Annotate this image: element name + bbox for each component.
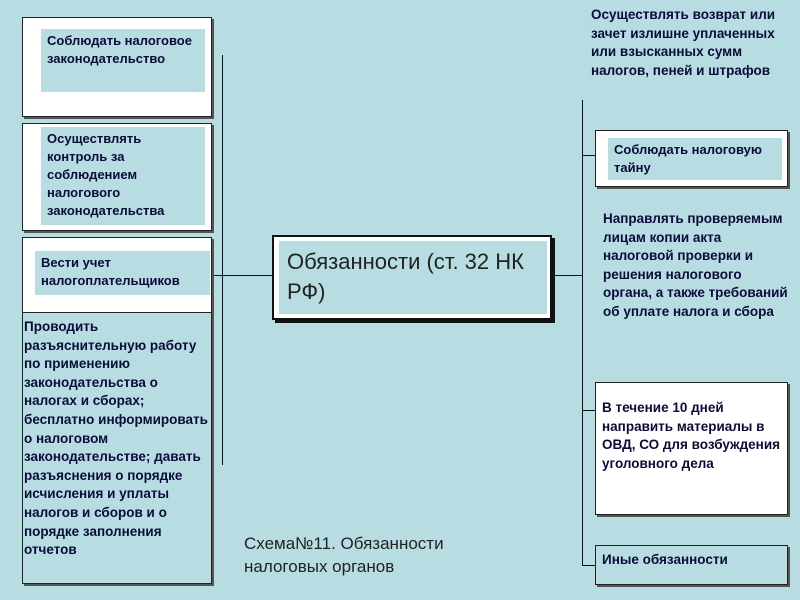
left-connector-line	[212, 275, 272, 276]
diagram-caption: Схема№11. Обязанности налоговых органов	[244, 534, 444, 576]
right-box-4	[595, 382, 788, 515]
right-item-3: Направлять проверяемым лицам копии акта налоговой проверки и решения налогового органа, а также требований об уплате налога и сбора	[603, 211, 788, 319]
right-item-5: Иные обязанности	[602, 552, 728, 567]
left-box-1	[22, 17, 212, 117]
right-item-1: Осуществлять возврат или зачет излишне уплаченных или взысканных сумм налогов, пеней и штрафов	[591, 7, 776, 78]
center-box	[272, 235, 552, 320]
right-box-2	[595, 130, 788, 187]
right-tick-3	[582, 565, 596, 566]
center-title: Обязанности (ст. 32 НК РФ)	[279, 241, 547, 314]
left-box-2	[22, 123, 212, 231]
left-bus-line	[222, 55, 223, 465]
right-box-5	[595, 545, 788, 585]
left-item-2: Осуществлять контроль за соблюдением налогового законодательства	[41, 127, 205, 225]
left-item-1: Соблюдать налоговое законодательство	[41, 29, 205, 92]
right-connector-line	[552, 275, 582, 276]
right-tick-1	[582, 155, 596, 156]
left-box-3	[22, 237, 212, 315]
right-bus-line	[582, 100, 583, 565]
left-item-4: Проводить разъяснительную работу по применению законодательства о налогах и сборах; бесплатно информировать о налоговом законодательстве; давать разъяснения о порядке исчисления и уплаты налогов и сборов и о порядке заполнения отчетов	[24, 319, 208, 558]
right-item-2: Соблюдать налоговую тайну	[608, 138, 782, 180]
left-item-3: Вести учет налогоплательщиков	[35, 251, 210, 295]
right-tick-2	[582, 410, 596, 411]
right-item-4: В течение 10 дней направить материалы в ОВД, СО для возбуждения уголовного дела	[602, 400, 781, 471]
